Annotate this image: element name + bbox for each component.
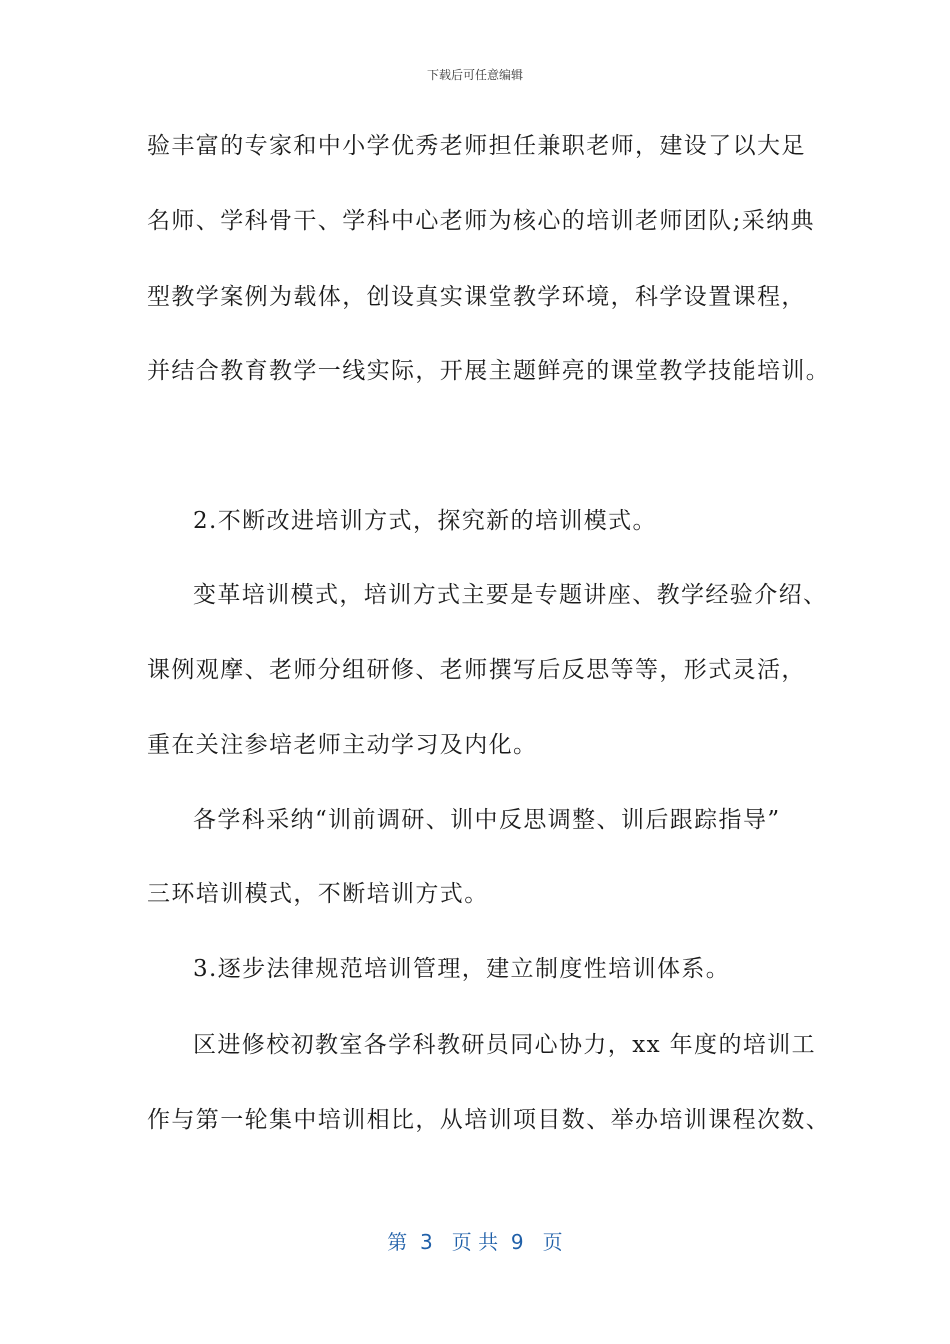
body-line: 区进修校初教室各学科教研员同心协力，xx 年度的培训工 xyxy=(193,1032,817,1058)
body-line: 作与第一轮集中培训相比，从培训项目数、举办培训课程次数、 xyxy=(147,1107,831,1133)
body-line: 名师、学科骨干、学科中心老师为核心的培训老师团队;采纳典 xyxy=(147,208,815,234)
page-header: 下载后可任意编辑 xyxy=(426,68,523,82)
body-line: 课例观摩、老师分组研修、老师撰写后反思等等，形式灵活， xyxy=(147,657,806,683)
body-line: 重在关注参培老师主动学习及内化。 xyxy=(147,732,538,758)
section-heading: 2.不断改进培训方式，探究新的培训模式。 xyxy=(193,508,657,534)
section-heading: 3.逐步法律规范培训管理，建立制度性培训体系。 xyxy=(193,956,731,982)
body-line: 验丰富的专家和中小学优秀老师担任兼职老师，建设了以大足 xyxy=(147,133,806,159)
body-line: 并结合教育教学一线实际，开展主题鲜亮的课堂教学技能培训。 xyxy=(147,358,831,384)
body-line: 三环培训模式，不断培训方式。 xyxy=(147,881,489,907)
page-number: 第 3 页 共 9 页 xyxy=(387,1230,563,1254)
body-line: 变革培训模式，培训方式主要是专题讲座、教学经验介绍、 xyxy=(193,582,828,608)
body-line: 各学科采纳“训前调研、训中反思调整、训后跟踪指导” xyxy=(193,807,781,833)
body-line: 型教学案例为载体，创设真实课堂教学环境，科学设置课程， xyxy=(147,284,806,310)
